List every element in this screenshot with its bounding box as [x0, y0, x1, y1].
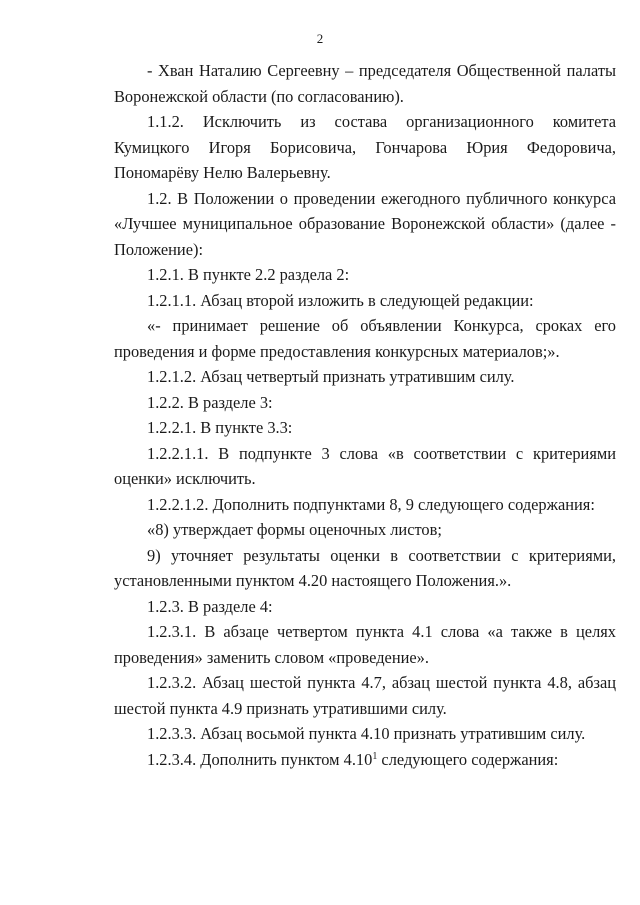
paragraph-4: 1.2.1. В пункте 2.2 раздела 2:	[147, 265, 350, 284]
document-body	[114, 58, 616, 772]
paragraph-13: 9) уточняет результаты оценки в соответствии с критериями, установленными пунктом 4.20 настоящего Положения.».	[114, 545, 616, 590]
page-number: 2	[316, 31, 324, 46]
paragraph-9: 1.2.2.1. В пункте 3.3:	[147, 418, 293, 437]
paragraph-16: 1.2.3.2. Абзац шестой пункта 4.7, абзац шестой пункта 4.8, абзац шестой пункта 4.9 признать утратившими силу.	[114, 673, 616, 718]
paragraph-10: 1.2.2.1.1. В подпункте 3 слова «в соответствии с критериями оценки» исключить.	[114, 443, 616, 488]
paragraph-6: «- принимает решение об объявлении Конкурса, сроках его проведения и форме предоставления конкурсных материалов;».	[114, 316, 616, 361]
paragraph-11: 1.2.2.1.2. Дополнить подпунктами 8, 9 следующего содержания:	[147, 494, 595, 514]
paragraph-8: 1.2.2. В разделе 3:	[147, 392, 273, 412]
paragraph-1: - Хван Наталию Сергеевну – председателя Общественной палаты Воронежской области (по согласованию).	[114, 61, 616, 106]
paragraph-7: 1.2.1.2. Абзац четвертый признать утратившим силу.	[147, 367, 515, 386]
paragraph-3: 1.2. В Положении о проведении ежегодного публичного конкурса «Лучшее муниципальное образование Воронежской области» (далее - Положение):	[114, 188, 616, 259]
paragraph-14: 1.2.3. В разделе 4:	[147, 596, 273, 616]
paragraph-18-text-start: 1.2.3.4. Дополнить пунктом 4.10	[147, 749, 373, 769]
paragraph-18-text-end: следующего содержания:	[377, 749, 559, 769]
paragraph-18-superscript: 1	[372, 750, 378, 762]
paragraph-12: «8) утверждает формы оценочных листов;	[147, 520, 442, 539]
paragraph-17: 1.2.3.3. Абзац восьмой пункта 4.10 признать утратившим силу.	[147, 724, 586, 743]
paragraph-5: 1.2.1.1. Абзац второй изложить в следующей редакции:	[147, 290, 534, 310]
paragraph-2: 1.1.2. Исключить из состава организационного комитета Кумицкого Игоря Борисовича, Гончарова Юрия Федоровича, Пономарёву Нелю Валерьевну.	[114, 112, 616, 182]
paragraph-18	[114, 747, 616, 773]
paragraph-15: 1.2.3.1. В абзаце четвертом пункта 4.1 слова «а также в целях проведения» заменить словом «проведение».	[114, 622, 616, 667]
